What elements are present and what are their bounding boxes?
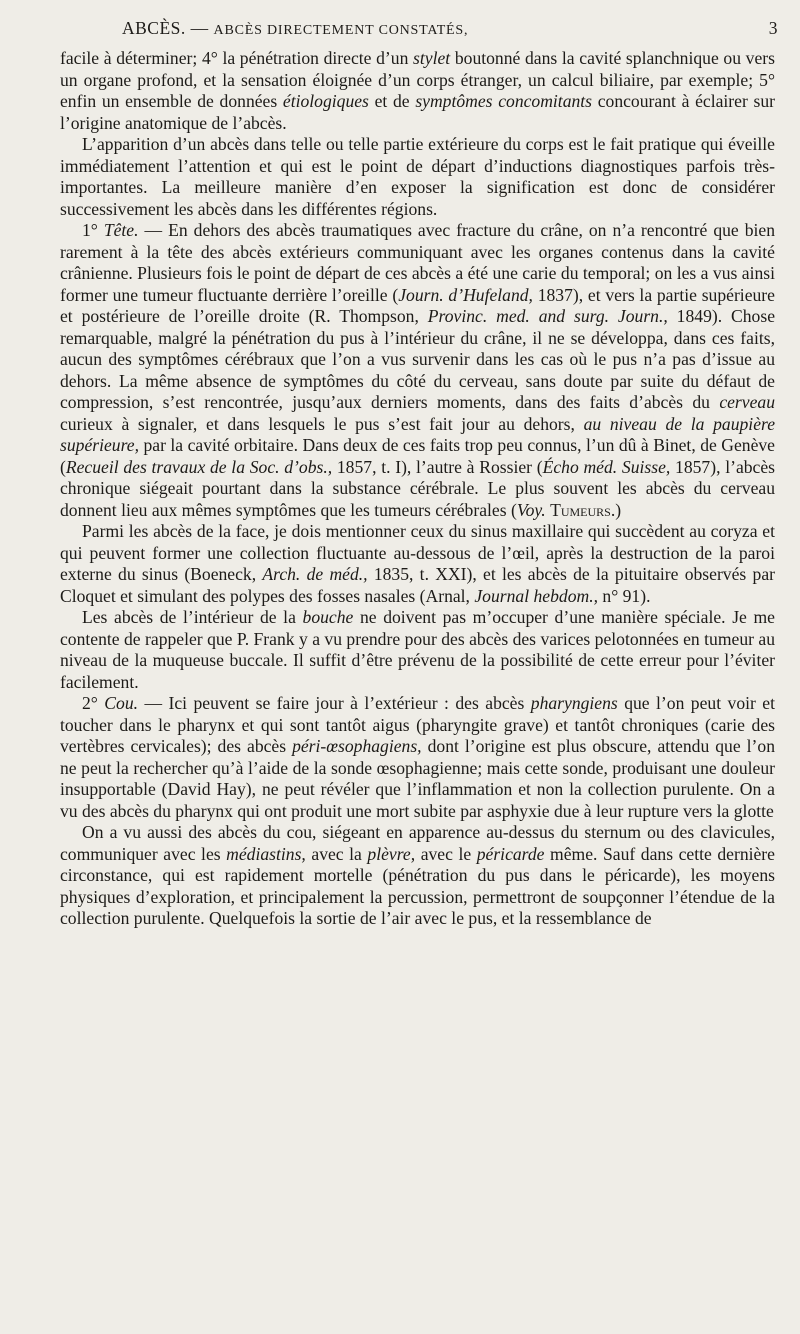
text-run: boutonné dans la cavité splanchnique ou vers un organe profond, et la sensation éloignée d’un corps étranger, un calcul biliaire, par exemple; 5° enfin un ensemble de données xyxy=(60,48,775,111)
text-run: 1857), l’abcès chronique siégeait pourtant dans la substance cérébrale. Le plus souvent les abcès du cerveau donnent lieu aux mêmes symptômes que les tumeurs cérébrales ( xyxy=(60,456,776,520)
text-run: facile à déterminer; 4° la pénétration directe d’un xyxy=(60,48,414,68)
paragraph xyxy=(60,48,775,134)
italic-run: symptômes concomitants xyxy=(415,91,593,111)
text-run: dont l’origine est plus obscure, attendu que l’on ne peut la rechercher qu’à l’aide de la sonde œsophagienne; mais cette sonde, produisant une douleur insupportable (David Hay), ne peut révéler que l’inflammation et non la collection purulente. On a vu des abcès du pharynx qui ont produit une mort subite par asphyxie due à leur rupture vers la glotte xyxy=(60,736,775,821)
small-caps-run: Tumeurs. xyxy=(550,499,616,520)
italic-run: plèvre, xyxy=(367,843,416,864)
page-number: 3 xyxy=(768,18,778,38)
paragraph xyxy=(60,521,775,607)
italic-run: péricarde xyxy=(476,843,545,864)
italic-run: médiastins, xyxy=(226,843,306,864)
text-run: et de xyxy=(368,91,416,111)
italic-run: Journal hebdom., xyxy=(474,585,598,606)
running-title-main: ABCÈS. — xyxy=(122,18,214,38)
italic-run: bouche xyxy=(302,607,354,627)
italic-run: Recueil des travaux de la Soc. d’obs., xyxy=(65,456,333,477)
text-run: que l’on peut voir et toucher dans le pharynx et qui sont tantôt aigus (pharyngite grave) et tantôt chroniques (carie des vertèbres cervicales); des abcès xyxy=(60,693,776,756)
italic-run: Provinc. med. and surg. Journ., xyxy=(427,306,668,326)
text-run: 1849). Chose remarquable, malgré la pénétration du pus à l’intérieur du crâne, il ne se développa, dans ces faits, aucun des symptômes cérébraux que l’on a vus survenir dans les cas où le pus n’a pas d’issue au dehors. La même absence de symptômes du côté du cerveau, sans doute par suite du défaut de compression, s’est rencontrée, jusqu’aux derniers moments, dans des faits d’abcès du xyxy=(60,306,775,412)
text-run: avec le xyxy=(415,843,477,864)
text-run: 1837), et vers la partie supérieure et postérieure de l’oreille droite (R. Thompson, xyxy=(60,284,775,326)
paragraph xyxy=(60,693,775,822)
italic-run: Tête. xyxy=(103,220,139,240)
text-run: ) xyxy=(615,499,622,520)
text-run: n° 91). xyxy=(598,585,651,606)
italic-run: Journ. d’Hufeland, xyxy=(398,284,533,305)
text-run: 1° xyxy=(82,220,104,240)
text-run: 1835, t. XXI), et les abcès de la pituitaire observés par Cloquet et simulant des polypes des fosses nasales (Arnal, xyxy=(60,564,775,606)
running-title-small: ABCÈS DIRECTEMENT CONSTATÉS, xyxy=(213,23,469,38)
text-run: curieux à signaler, et dans lesquels le pus s’est fait jour au dehors, xyxy=(60,413,584,434)
text-run: concourant à éclairer sur l’origine anatomique de l’abcès. xyxy=(60,91,775,133)
paragraph xyxy=(60,134,775,220)
italic-run: stylet xyxy=(413,48,451,68)
text-run: Les abcès de l’intérieur de la xyxy=(82,607,303,627)
italic-run: Arch. de méd., xyxy=(262,564,368,584)
text-run: — Ici peuvent se faire jour à l’extérieur : des abcès xyxy=(138,693,531,713)
italic-run: étiologiques xyxy=(282,91,369,111)
italic-run: péri-œsophagiens, xyxy=(292,736,422,756)
paragraph xyxy=(60,220,775,521)
body-text xyxy=(60,48,775,930)
italic-run: au niveau de la paupière supérieure, xyxy=(60,413,776,455)
italic-run: pharyngiens xyxy=(530,693,618,713)
text-run: 2° xyxy=(82,693,105,713)
text-run: — En dehors des abcès traumatiques avec fracture du crâne, on n’a rencontré que bien rarement à la tête des abcès extérieurs communiquant avec les organes contenus dans la cavité crânienne. Plusieurs fois le point de départ de ces abcès a été une carie du temporal; on les a vus ainsi former une tumeur fluctuante derrière l’oreille ( xyxy=(60,220,775,305)
running-title xyxy=(122,18,468,39)
text-run: On a vu aussi des abcès du cou, siégeant en apparence au-dessus du sternum ou des clavicules, communiquer avec les xyxy=(60,822,775,864)
italic-run: Voy. xyxy=(516,499,546,520)
italic-run: cerveau xyxy=(719,392,775,412)
text-run: par la cavité orbitaire. Dans deux de ces faits trop peu connus, l’un dû à Binet, de Genève ( xyxy=(60,435,775,477)
text-run: avec la xyxy=(305,843,368,864)
text-run: 1857, t. I), l’autre à Rossier ( xyxy=(332,456,543,477)
text-run: ne doivent pas m’occuper d’une manière spéciale. Je me contente de rappeler que P. Frank y a vu prendre pour des abcès des varices pelotonnées en tumeur au niveau de la muqueuse buccale. Il suffit d’être prévenu de la possibilité de cette erreur pour l’éviter facilement. xyxy=(60,607,775,692)
paragraph xyxy=(60,822,775,930)
running-header xyxy=(60,18,778,42)
text-run: Parmi les abcès de la face, je dois mentionner ceux du sinus maxillaire qui succèdent au coryza et qui peuvent former une collection fluctuante au-dessous de l’œil, après la destruction de la paroi externe du sinus (Boeneck, xyxy=(60,521,775,584)
text-run: L’apparition d’un abcès dans telle ou telle partie extérieure du corps est le fait pratique qui éveille immédiatement l’attention et qui est le point de départ d’inductions diagnostiques parfois très-importantes. La meilleure manière d’en exposer la signification est donc de considérer successivement les abcès dans les différentes régions. xyxy=(60,134,775,219)
text-run: même. Sauf dans cette dernière circonstance, qui est rapidement mortelle (pénétration du pus dans le péricarde), les moyens physiques d’exploration, et principalement la percussion, permettront de soupçonner l’étendue de la collection purulente. Quelquefois la sortie de l’air avec le pus, et la ressemblance de xyxy=(60,843,775,928)
paragraph xyxy=(60,607,775,693)
italic-run: Cou. xyxy=(104,693,139,713)
italic-run: Écho méd. Suisse, xyxy=(542,456,671,477)
